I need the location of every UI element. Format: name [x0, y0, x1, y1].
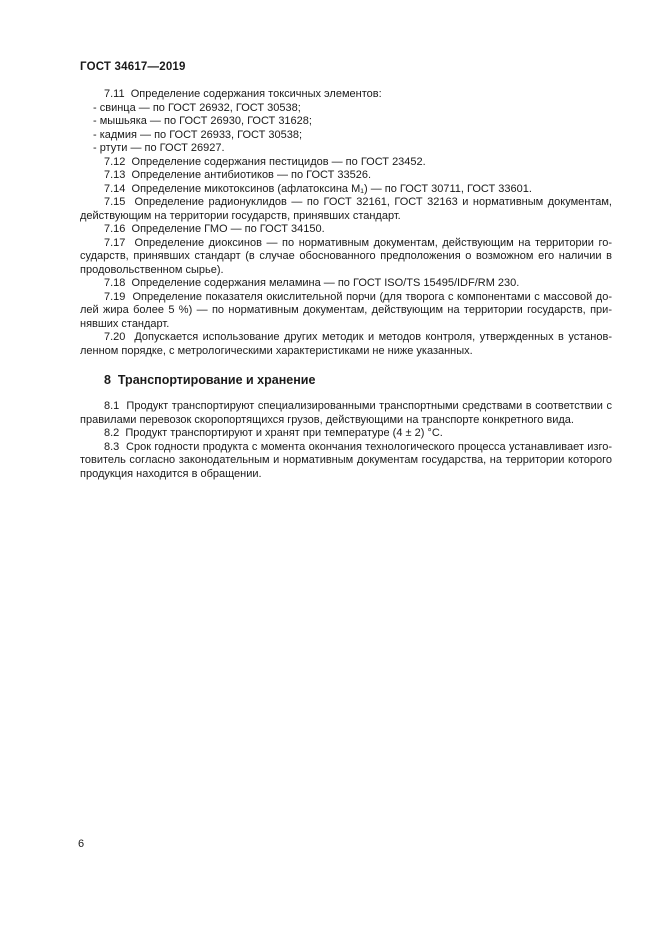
paragraph: 7.20 Допускается использование других методик и методов контроля, утвержденных в установленном порядке, с метрологическими характеристиками не ниже указанных. — [80, 331, 612, 357]
paragraph: 7.16 Определение ГМО — по ГОСТ 34150. — [104, 223, 325, 235]
list-item: - свинца — по ГОСТ 26932, ГОСТ 30538; — [93, 101, 301, 114]
list-item: - ртути — по ГОСТ 26927. — [93, 142, 225, 154]
paragraph: 7.11 Определение содержания токсичных элементов: — [104, 88, 382, 100]
list-item: - мышьяка — по ГОСТ 26930, ГОСТ 31628; — [93, 115, 312, 127]
paragraph: 7.17 Определение диоксинов — по нормативным документам, действующим на территории государств, принявших стандарт (в случае обоснованного предположения о возможном его наличии в продовольственном сырье). — [80, 236, 612, 276]
page-number: 6 — [78, 838, 85, 850]
paragraph: 8.2 Продукт транспортируют и хранят при температуре (4 ± 2) °C. — [104, 427, 443, 439]
list-item: - кадмия — по ГОСТ 26933, ГОСТ 30538; — [93, 128, 303, 141]
paragraph: 8.3 Срок годности продукта с момента окончания технологического процесса устанавливает изготовитель согласно законодательным и нормативным документам государства, на территории которого продукция находится в обращении. — [80, 440, 612, 480]
document-content — [80, 88, 612, 481]
paragraph: 7.13 Определение антибиотиков — по ГОСТ 33526. — [104, 169, 372, 181]
paragraph: 7.15 Определение радионуклидов — по ГОСТ 32161, ГОСТ 32163 и нормативным документам, действующим на территории государств, принявших стандарт. — [80, 196, 612, 222]
paragraph: 7.19 Определение показателя окислительной порчи (для творога с компонентами с массовой долей жира более 5 %) — по нормативным документам, действующим на территории государств, принявших стандарт. — [80, 290, 612, 330]
paragraph: 7.12 Определение содержания пестицидов — по ГОСТ 23452. — [104, 155, 426, 168]
section-heading: 8 Транспортирование и хранение — [104, 373, 316, 387]
running-header: ГОСТ 34617—2019 — [80, 61, 186, 73]
paragraph: 8.1 Продукт транспортируют специализированными транспортными средствами в соответствии с правилами перевозок скоропортящихся грузов, действующими на транспорте конкретного вида. — [80, 400, 612, 426]
paragraph: 7.18 Определение содержания меламина — по ГОСТ ISO/TS 15495/IDF/RM 230. — [104, 277, 520, 289]
paragraph: 7.14 Определение микотоксинов (афлатоксина М₁) — по ГОСТ 30711, ГОСТ 33601. — [104, 182, 532, 195]
